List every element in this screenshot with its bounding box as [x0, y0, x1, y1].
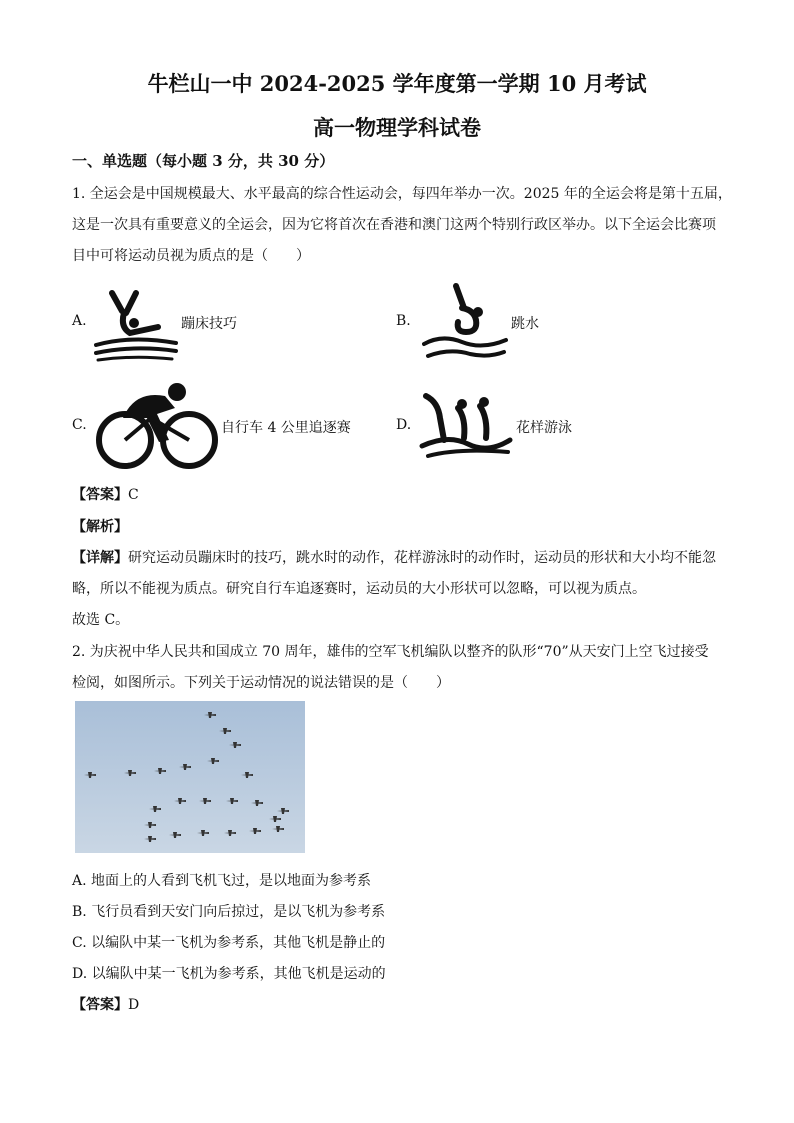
answer-tag: 【答案】	[72, 997, 128, 1013]
q1-option-a-letter: A.	[72, 313, 87, 329]
q1-line-3: 目中可将运动员视为质点的是（ ）	[72, 248, 310, 264]
q1-option-d-letter: D.	[396, 417, 412, 433]
q1-answer	[72, 484, 139, 504]
page-subtitle: 高一物理学科试卷	[313, 115, 481, 140]
detail-tag: 【详解】	[72, 550, 128, 566]
answer-value: D	[128, 997, 140, 1013]
q2-answer	[72, 994, 139, 1014]
q1-line-1: 1. 全运会是中国规模最大、水平最高的综合性运动会，每四年举办一次。2025 年的全运会将是第十五届，	[72, 186, 732, 202]
q1-option-b-label: 跳水	[511, 316, 539, 332]
q1-detail-line-1	[72, 547, 716, 567]
q1-detail-line-2: 略，所以不能视为质点。研究自行车追逐赛时，运动员的大小形状可以忽略，可以视为质点。	[72, 581, 646, 597]
page-title: 牛栏山一中 2024-2025 学年度第一学期 10 月考试	[147, 71, 647, 96]
q1-option-d-label: 花样游泳	[516, 420, 572, 436]
q2-option-c: C. 以编队中某一飞机为参考系，其他飞机是静止的	[72, 935, 386, 951]
airplane-formation-photo	[75, 701, 305, 853]
synchronized-swimming-icon	[418, 388, 514, 460]
answer-tag: 【答案】	[72, 487, 128, 503]
q2-line-2: 检阅，如图所示。下列关于运动情况的说法错误的是（ ）	[72, 675, 450, 691]
q1-option-c-label: 自行车 4 公里追逐赛	[221, 420, 351, 436]
diving-icon	[422, 282, 508, 362]
q1-line-2: 这是一次具有重要意义的全运会，因为它将首次在香港和澳门这两个特别行政区举办。以下全运会比赛项	[72, 217, 716, 233]
q1-option-c-letter: C.	[72, 417, 87, 433]
q1-conclusion: 故选 C。	[72, 612, 130, 628]
section-heading: 一、单选题（每小题 3 分，共 30 分）	[72, 152, 335, 170]
q1-option-b-letter: B.	[396, 313, 411, 329]
q2-option-a: A. 地面上的人看到飞机飞过，是以地面为参考系	[72, 873, 372, 889]
detail-text: 研究运动员蹦床时的技巧，跳水时的动作，花样游泳时的动作时，运动员的形状和大小均不能忽	[128, 550, 716, 566]
cycling-icon	[95, 378, 219, 470]
q1-option-a-label: 蹦床技巧	[181, 316, 237, 332]
q1-analysis-tag: 【解析】	[72, 519, 128, 535]
q2-option-b: B. 飞行员看到天安门向后掠过，是以飞机为参考系	[72, 904, 386, 920]
trampoline-icon	[92, 285, 182, 363]
q2-option-d: D. 以编队中某一飞机为参考系，其他飞机是运动的	[72, 966, 386, 982]
q2-line-1: 2. 为庆祝中华人民共和国成立 70 周年，雄伟的空军飞机编队以整齐的队形“70”从天安门上空飞过接受	[72, 644, 709, 660]
answer-value: C	[128, 487, 139, 503]
